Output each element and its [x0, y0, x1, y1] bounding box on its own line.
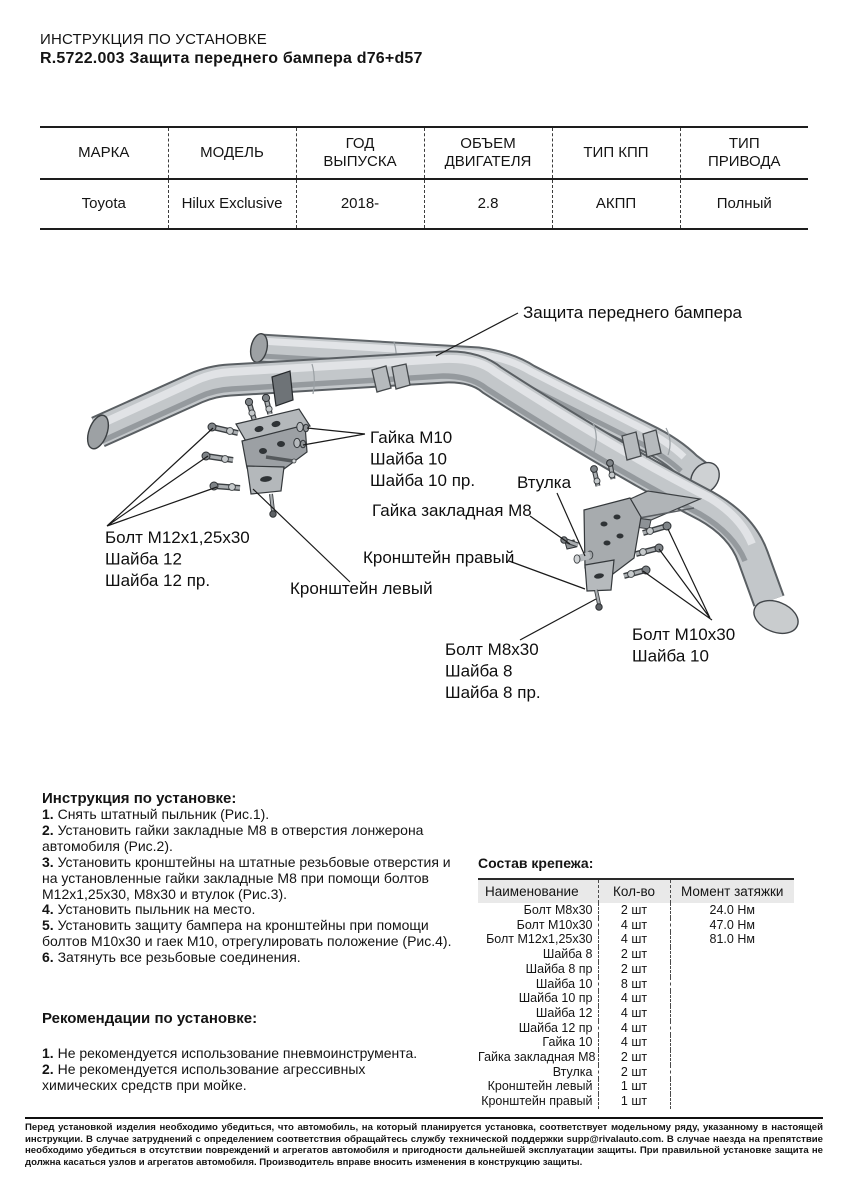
recommendations-list [42, 1046, 442, 1094]
bolt-m10-top-left [245, 394, 272, 419]
hardware-heading: Состав крепежа: [478, 855, 594, 871]
hardware-cell: Шайба 8 пр [525, 961, 593, 976]
hardware-cell: 1 шт [598, 1079, 670, 1094]
hardware-cell: 8 шт [598, 977, 670, 992]
vehicle-col-header: ТИП КПП [552, 127, 680, 179]
vehicle-table-data-row [40, 179, 808, 229]
hardware-cell [670, 1050, 794, 1065]
hardware-row [478, 1065, 794, 1080]
hardware-cell: Болт М10х30 [516, 917, 593, 932]
hardware-row [478, 991, 794, 1006]
diagram-label-captive-nut: Гайка закладная М8 [372, 501, 532, 520]
hardware-cell: Гайка 10 [542, 1035, 593, 1050]
hardware-cell: 81.0 Нм [670, 932, 794, 947]
vehicle-cell: 2018- [296, 179, 424, 229]
footer-divider [25, 1117, 823, 1119]
vehicle-col-header: ОБЪЕМ ДВИГАТЕЛЯ [424, 127, 552, 179]
list-item: 1. Не рекомендуется использование пневмоинструмента. [42, 1045, 418, 1061]
hardware-cell [670, 977, 794, 992]
hardware-row [478, 932, 794, 947]
hardware-cell: Шайба 8 [542, 947, 593, 962]
hardware-cell [670, 962, 794, 977]
hardware-kit [478, 855, 794, 1109]
diagram-label-bumper-guard: Защита переднего бампера [523, 303, 742, 322]
hardware-cell: 2 шт [598, 1050, 670, 1065]
diagram-label-bolt-m12: Болт М12х1,25х30 Шайба 12 Шайба 12 пр. [105, 528, 250, 590]
vehicle-cell: Toyota [81, 195, 126, 212]
instructions-list [42, 807, 470, 966]
hardware-cell: Втулка [552, 1064, 593, 1079]
hardware-row [478, 947, 794, 962]
hardware-cell [670, 947, 794, 962]
hardware-cell: 47.0 Нм [670, 918, 794, 933]
hardware-row [478, 1006, 794, 1021]
hardware-cell: 4 шт [598, 918, 670, 933]
vehicle-col-header: МОДЕЛЬ [168, 127, 296, 179]
hardware-cell: Гайка закладная М8 [478, 1050, 596, 1065]
hardware-row [478, 1079, 794, 1094]
hardware-cell: 1 шт [598, 1094, 670, 1109]
list-item: 6. Затянуть все резьбовые соединения. [42, 949, 301, 966]
hardware-col-header: Наименование [478, 879, 598, 903]
diagram-label-bolt-m8: Болт М8х30 Шайба 8 Шайба 8 пр. [445, 640, 541, 702]
list-item: 3. Установить кронштейны на штатные резьбовые отверстия и на установленные гайки закладные М8 при помощи болтов М12х1,25х30, М8х30 и втулок (Рис.3). [42, 853, 451, 902]
hardware-cell: 24.0 Нм [670, 903, 794, 918]
vehicle-cell: 2.8 [424, 179, 552, 229]
exploded-diagram [0, 278, 848, 760]
footer-legal-text: Перед установкой изделия необходимо убедиться, что автомобиль, на который планируется установка, соответствует модельному ряду, указанному в настоящей инструкции. В случае затруднений с определением соответствия обращайтесь службу технической поддержки supp@rivalauto.com. В случае наезда на препятствие необходимо убедиться в отсутствии повреждений и агрегатов автомобиля и пригодности дальнейшей эксплуатации защиты. При правильной установке защита не должна касаться узлов и агрегатов автомобиля. Производитель вправе вносить изменения в конструкцию защиты. [25, 1122, 823, 1168]
hardware-row [478, 903, 794, 918]
hardware-cell: 2 шт [598, 1065, 670, 1080]
hardware-cell: Кронштейн левый [487, 1079, 593, 1094]
hardware-cell [670, 1065, 794, 1080]
vehicle-col-header: МАРКА [78, 144, 130, 161]
recommendations-heading: Рекомендации по установке: [42, 1010, 258, 1027]
hardware-cell: Шайба 10 [535, 976, 593, 991]
hardware-row [478, 918, 794, 933]
hardware-cell: 4 шт [598, 1021, 670, 1036]
vehicle-table [40, 126, 808, 230]
vehicle-cell: Полный [680, 179, 808, 229]
installation-instructions [42, 791, 470, 966]
hardware-cell [670, 1006, 794, 1021]
hardware-cell [670, 991, 794, 1006]
instructions-heading: Инструкция по установке: [42, 790, 237, 807]
hardware-col-header: Кол-во [598, 879, 670, 903]
list-item: 5. Установить защиту бампера на кронштейны при помощи болтов М10х30 и гаек М10, отрегулировать положение (Рис.4). [42, 917, 452, 950]
document-kicker: ИНСТРУКЦИЯ ПО УСТАНОВКЕ [40, 31, 267, 48]
vehicle-col-header: ТИП ПРИВОДА [680, 127, 808, 179]
hardware-cell: 4 шт [598, 932, 670, 947]
hardware-cell: Болт М8х30 [523, 903, 593, 917]
diagram-label-sleeve: Втулка [517, 473, 572, 492]
list-item: 4. Установить пыльник на место. [42, 901, 256, 918]
hardware-cell: Шайба 10 пр [518, 991, 593, 1006]
hardware-cell: 2 шт [598, 903, 670, 918]
hardware-header-row [478, 879, 794, 903]
page-title: R.5722.003 Защита переднего бампера d76+d57 [40, 50, 423, 67]
diagram-label-nut-m10: Гайка М10 Шайба 10 Шайба 10 пр. [370, 428, 476, 490]
diagram-label-bracket-right: Кронштейн правый [363, 548, 515, 567]
hardware-cell: Болт М12х1,25х30 [486, 932, 593, 947]
hardware-row [478, 1050, 794, 1065]
sleeve-part [574, 555, 580, 563]
diagram-label-bolt-m10: Болт М10х30 Шайба 10 [632, 625, 736, 666]
list-item: 2. Не рекомендуется использование агрессивных химических средств при мойке. [42, 1060, 366, 1093]
hardware-cell: 2 шт [598, 947, 670, 962]
hardware-cell: 2 шт [598, 962, 670, 977]
list-item: 2. Установить гайки закладные М8 в отверстия лонжерона автомобиля (Рис.2). [42, 821, 424, 854]
vehicle-cell: АКПП [552, 179, 680, 229]
installation-recommendations [42, 1011, 442, 1094]
vehicle-col-header: ГОД ВЫПУСКА [296, 127, 424, 179]
hardware-cell: Кронштейн правый [481, 1094, 593, 1109]
hardware-cell: Шайба 12 пр [518, 1020, 593, 1035]
hardware-row [478, 977, 794, 992]
hardware-cell [670, 1079, 794, 1094]
hardware-cell [670, 1094, 794, 1109]
hardware-row [478, 1021, 794, 1036]
hardware-cell [670, 1035, 794, 1050]
hardware-row [478, 962, 794, 977]
hardware-row [478, 1094, 794, 1109]
hardware-cell [670, 1021, 794, 1036]
diagram-label-bracket-left: Кронштейн левый [290, 579, 433, 598]
list-item: 1. Снять штатный пыльник (Рис.1). [42, 806, 270, 822]
hardware-cell: 4 шт [598, 991, 670, 1006]
hardware-col-header: Момент затяжки [670, 879, 794, 903]
vehicle-cell: Hilux Exclusive [168, 179, 296, 229]
hardware-row [478, 1035, 794, 1050]
hardware-cell: 4 шт [598, 1006, 670, 1021]
hardware-cell: 4 шт [598, 1035, 670, 1050]
hardware-cell: Шайба 12 [535, 1005, 593, 1020]
hardware-table [478, 878, 794, 1109]
vehicle-table-header-row [40, 127, 808, 179]
